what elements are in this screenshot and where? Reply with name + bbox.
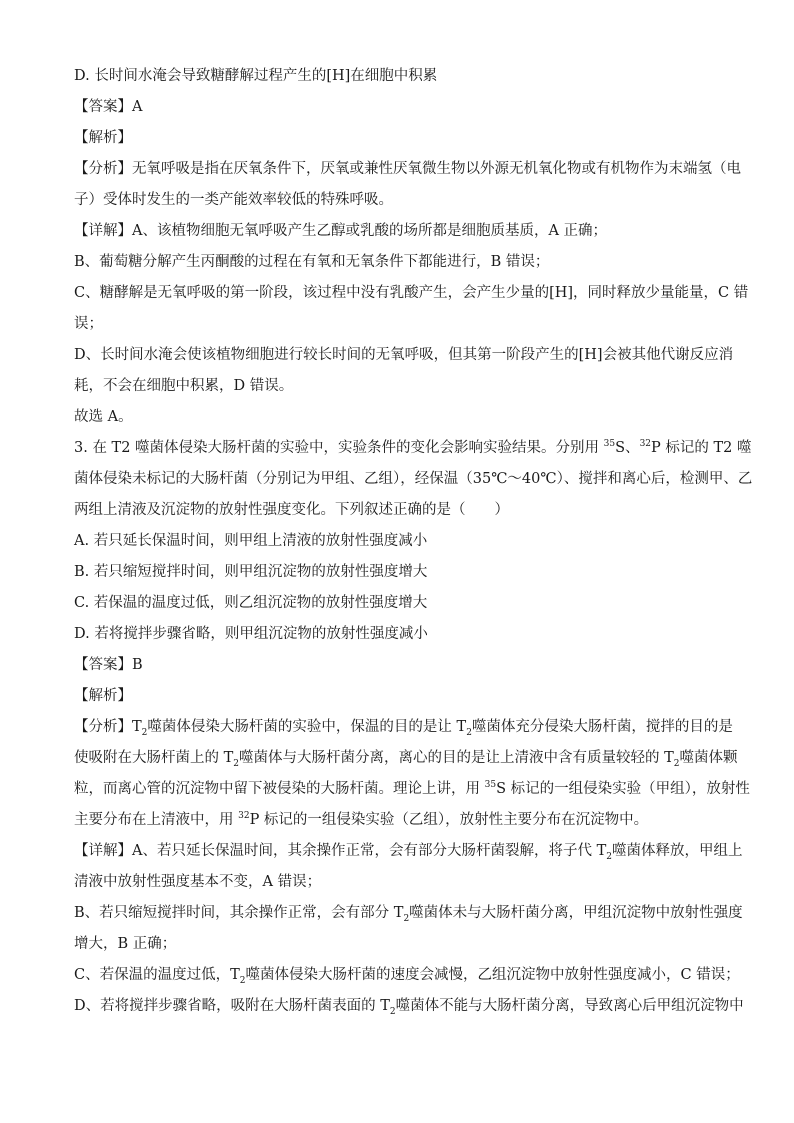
detail-text-line: 耗，不会在细胞中积累，D 错误。 — [74, 378, 294, 394]
detail-text-line: C、若保温的温度过低，$T_2$噬菌体侵染大肠杆菌的速度会减慢，乙组沉淀物中放射性强度减小，C 错误； — [74, 967, 740, 986]
detail-text-line: 误； — [74, 316, 103, 332]
question-3-stem: 菌体侵染未标记的大肠杆菌（分别记为甲组、乙组），经保温（35℃～40℃）、搅拌和离心后，检测甲、乙 — [74, 471, 753, 487]
question-3-stem: 两组上清液及沉淀物的放射性强度变化。下列叙述正确的是（ ） — [74, 502, 509, 518]
detail-text-line: B、若只缩短搅拌时间，其余操作正常，会有部分 $T_2$噬菌体未与大肠杆菌分离，甲组沉淀物中放射性强度 — [74, 905, 743, 924]
answer-label-q3: 【答案】B — [74, 657, 143, 673]
answer-label-q2: 【答案】A — [74, 99, 143, 115]
analysis-text-line: 主要分布在上清液中，用 $^{32}$P 标记的一组侵染实验（乙组），放射性主要分布在沉淀物中。 — [74, 811, 649, 828]
analysis-text-line: 【分析】$T_2$噬菌体侵染大肠杆菌的实验中，保温的目的是让 $T_2$噬菌体充分侵染大肠杆菌，搅拌的目的是 — [74, 719, 733, 738]
option-d-q2: D. 长时间水淹会导致糖酵解过程产生的[H]在细胞中积累 — [74, 68, 438, 84]
analysis-label-q3: 【解析】 — [74, 688, 132, 704]
detail-text-line: B、葡萄糖分解产生丙酮酸的过程在有氧和无氧条件下都能进行，B 错误； — [74, 254, 550, 270]
option-c-q3: C. 若保温的温度过低，则乙组沉淀物的放射性强度增大 — [74, 595, 428, 611]
detail-text-line: 增大，B 正确； — [74, 936, 177, 952]
detail-text-line: 【详解】A、该植物细胞无氧呼吸产生乙醇或乳酸的场所都是细胞质基质，A 正确； — [74, 223, 608, 239]
detail-text-line: D、长时间水淹会使该植物细胞进行较长时间的无氧呼吸，但其第一阶段产生的[H]会被其他代谢反应消 — [74, 347, 734, 363]
analysis-text-line: 【分析】无氧呼吸是指在厌氧条件下，厌氧或兼性厌氧微生物以外源无机氧化物或有机物作为末端氢（电 — [74, 161, 741, 177]
analysis-text-line: 子）受体时发生的一类产能效率较低的特殊呼吸。 — [74, 192, 393, 208]
detail-text-line: 清液中放射性强度基本不变，A 错误； — [74, 874, 322, 890]
question-3-stem: 3. 在 T2 噬菌体侵染大肠杆菌的实验中，实验条件的变化会影响实验结果。分别用 $^{35}$S、$^{32}$P 标记的 T2 噬 — [74, 439, 752, 456]
conclusion-line: 故选 A。 — [74, 409, 133, 425]
option-d-q3: D. 若将搅拌步骤省略，则甲组沉淀物的放射性强度减小 — [74, 626, 428, 642]
option-b-q3: B. 若只缩短搅拌时间，则甲组沉淀物的放射性强度增大 — [74, 564, 428, 580]
option-a-q3: A. 若只延长保温时间，则甲组上清液的放射性强度减小 — [74, 533, 428, 549]
detail-text-line: 【详解】A、若只延长保温时间，其余操作正常，会有部分大肠杆菌裂解，将子代 $T_2$噬菌体释放，甲组上 — [74, 843, 743, 862]
analysis-text-line: 粒，而离心管的沉淀物中留下被侵染的大肠杆菌。理论上讲，用 $^{35}$S 标记的一组侵染实验（甲组），放射性 — [74, 780, 750, 797]
detail-text-line: C、糖酵解是无氧呼吸的第一阶段，该过程中没有乳酸产生，会产生少量的[H]，同时释放少量能量，C 错 — [74, 285, 749, 301]
analysis-label-q2: 【解析】 — [74, 130, 132, 146]
analysis-text-line: 使吸附在大肠杆菌上的 $T_2$噬菌体与大肠杆菌分离，离心的目的是让上清液中含有质量较轻的 $T_2$噬菌体颗 — [74, 750, 738, 769]
detail-text-line: D、若将搅拌步骤省略，吸附在大肠杆菌表面的 $T_2$噬菌体不能与大肠杆菌分离，导致离心后甲组沉淀物中 — [74, 998, 744, 1017]
